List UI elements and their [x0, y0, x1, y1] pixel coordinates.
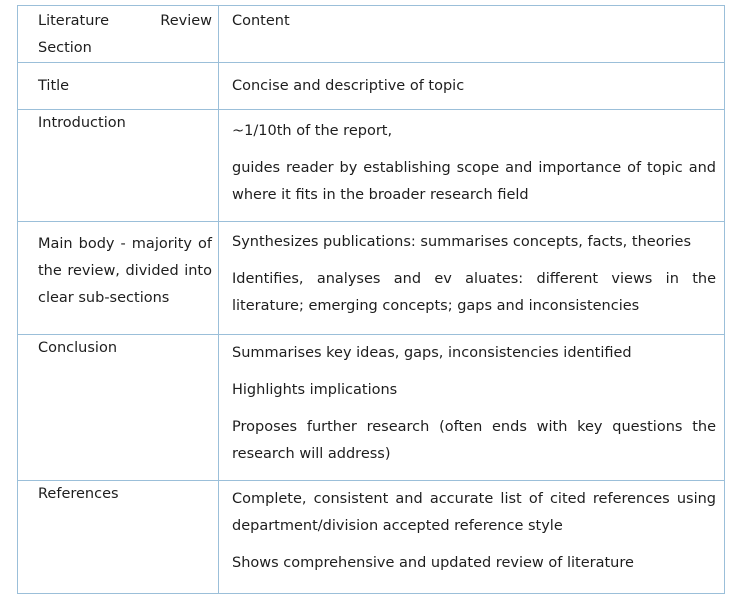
section-cell-introduction	[18, 110, 219, 222]
header-content-cell	[219, 6, 725, 63]
header-section-word-section: Section	[38, 40, 92, 56]
table-row-references	[18, 481, 725, 594]
content-cell-main-body	[219, 222, 725, 335]
section-label-main-body: Main body - majority of the review, divided into clear sub-sections	[38, 236, 212, 306]
content-title-item-1: Concise and descriptive of topic	[232, 78, 465, 94]
content-introduction-item-1: ~1/10th of the report,	[232, 123, 393, 139]
section-label-introduction: Introduction	[38, 115, 126, 131]
literature-review-table	[17, 5, 725, 594]
header-section-word-review: Review	[160, 13, 212, 29]
content-cell-title	[219, 63, 725, 110]
content-main-body-item-1: Synthesizes publications: summarises concepts, facts, theories	[232, 234, 692, 250]
table-row-main-body	[18, 222, 725, 335]
header-content-label: Content	[232, 13, 290, 29]
content-cell-references	[219, 481, 725, 594]
content-conclusion-item-2: Highlights implications	[232, 382, 398, 398]
section-cell-main-body	[18, 222, 219, 335]
section-label-references: References	[38, 486, 119, 502]
content-cell-conclusion	[219, 335, 725, 481]
header-section-line1	[38, 8, 212, 35]
section-label-title: Title	[38, 78, 70, 94]
content-cell-introduction	[219, 110, 725, 222]
table-row-conclusion	[18, 335, 725, 481]
section-cell-references	[18, 481, 219, 594]
content-conclusion-item-3: Proposes further research (often ends with key questions the research will address)	[232, 419, 716, 462]
header-section-word-literature: Literature	[38, 13, 109, 29]
content-main-body-item-2: Identifies, analyses and ev aluates: different views in the literature; emerging concepts; gaps and inconsistencies	[232, 271, 716, 314]
content-references-item-2: Shows comprehensive and updated review of literature	[232, 555, 634, 571]
header-section-cell	[18, 6, 219, 63]
section-label-conclusion: Conclusion	[38, 340, 118, 356]
section-cell-conclusion	[18, 335, 219, 481]
table-row-introduction	[18, 110, 725, 222]
content-introduction-item-2: guides reader by establishing scope and importance of topic and where it fits in the broader research field	[232, 160, 716, 203]
content-conclusion-item-1: Summarises key ideas, gaps, inconsistencies identified	[232, 345, 632, 361]
section-cell-title	[18, 63, 219, 110]
content-references-item-1: Complete, consistent and accurate list of cited references using department/division accepted reference style	[232, 491, 716, 534]
table-header-row	[18, 6, 725, 63]
table-row-title	[18, 63, 725, 110]
